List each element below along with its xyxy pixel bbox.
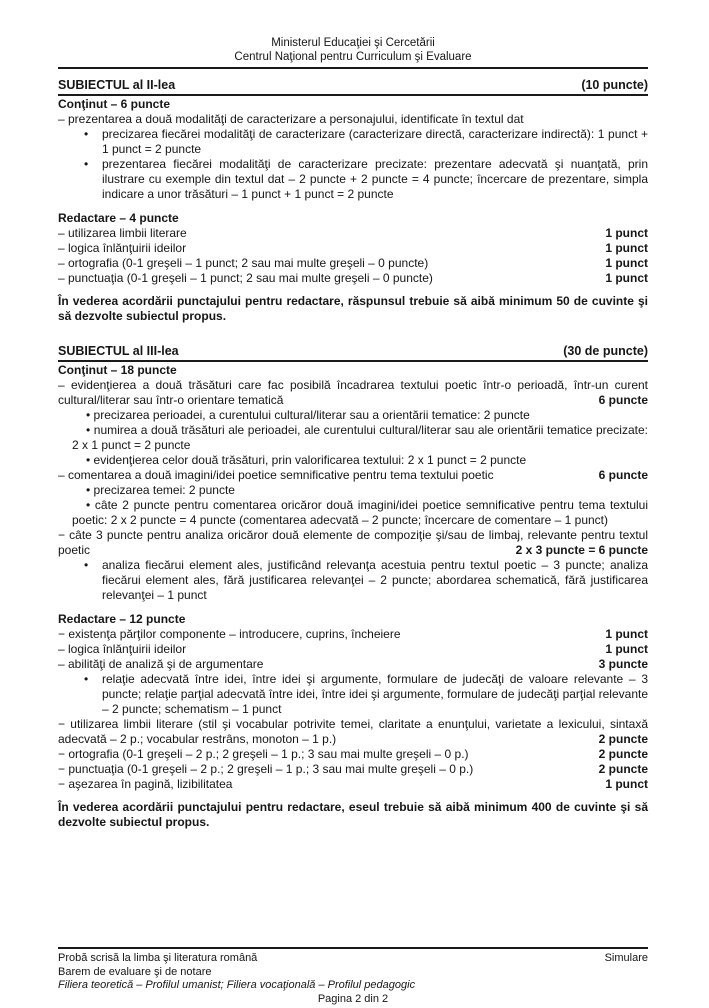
criterion-text: − ortografia (0-1 greşeli – 2 p.; 2 greşeli – 1 p.; 3 sau mai multe greşeli – 0 p.) <box>58 747 469 761</box>
criterion-text: − punctuaţia (0-1 greşeli – 2 p.; 2 greşeli – 1 p.; 3 sau mai multe greşeli – 0 p.) <box>58 762 474 776</box>
criterion-points: 2 puncte <box>591 732 648 747</box>
criterion-points: 3 puncte <box>598 657 648 671</box>
footer-page-number: Pagina 2 din 2 <box>317 992 389 1005</box>
s3-content-heading: Conţinut – 18 puncte <box>58 363 177 377</box>
s3-bullet-perioada: • precizarea perioadei, a curentului cultural/literar sau a orientării tematice: 2 puncte <box>58 408 648 423</box>
spacer <box>58 792 648 800</box>
criterion-text: – ortografia (0-1 greşeli – 1 punct; 2 sau mai multe greşeli – 0 puncte) <box>58 256 429 270</box>
s3-redactare-row-5 <box>58 747 648 762</box>
header-ministry-line: Ministerul Educaţiei şi Cercetării <box>271 37 435 49</box>
s3-bullet-tema: • precizarea temei: 2 puncte <box>58 483 648 498</box>
criterion-text: – abilităţi de analiză şi de argumentare <box>58 657 264 671</box>
criterion-points: 1 punct <box>605 271 648 285</box>
section-title-subiect-3 <box>58 344 648 362</box>
s3-redactare-row-3 <box>58 657 648 672</box>
footer-profile-line: Filiera teoretică – Profilul umanist; Filiera vocaţională – Profilul pedagogic <box>58 979 416 991</box>
footer-exam-name: Probă scrisă la limba şi literatura română <box>58 952 258 964</box>
s3-redactare-heading: Redactare – 12 puncte <box>58 612 186 626</box>
criterion-points: 2 puncte <box>598 762 648 776</box>
criterion-points: 6 puncte <box>598 468 648 482</box>
criterion-points: 1 punct <box>605 777 648 791</box>
s3-bullet-comentare: • câte 2 puncte pentru comentarea oricăror două imagini/idei poetice semnificative pentru tema textului poetic: 2 x 2 puncte = 4 puncte (comentarea adecvată – 2 puncte; încercare de comentare – 1 punct) <box>58 498 648 528</box>
s3-bullet-numire: • numirea a două trăsături ale perioadei, ale curentului cultural/literar sau ale orientării tematice precizate: 2 x 1 punct = 2 puncte <box>58 423 648 453</box>
s2-redactare-heading: Redactare – 4 puncte <box>58 211 179 225</box>
s3-redactare-row-6 <box>58 762 648 777</box>
criterion-points: 1 punct <box>605 256 648 270</box>
s2-redactare-row-4 <box>58 271 648 286</box>
s3-redactare-row-1 <box>58 627 648 642</box>
criterion-points: 2 puncte <box>598 747 648 761</box>
criterion-text: – utilizarea limbii literare <box>58 226 187 240</box>
section-title-subiect-2 <box>58 78 648 96</box>
spacer <box>58 202 648 210</box>
s2-intro-line: – prezentarea a două modalităţi de caracterizare a personajului, identificate în textul dat <box>58 112 524 126</box>
criterion-text: – logica înlănţuirii ideilor <box>58 241 187 255</box>
s3-redactare-row-2 <box>58 642 648 657</box>
s2-bullet-2: • prezentarea fiecărei modalităţi de caracterizare precizate: prezentare adecvată şi nuanţată, prin ilustrare cu exemple din textul dat – 2 puncte + 2 puncte = 4 puncte; încercare de prezentare, simpla indicare a unor trăsături – 1 punct + 1 punct = 2 puncte <box>58 157 648 202</box>
document-header <box>58 36 648 69</box>
criterion-text: – punctuaţia (0-1 greşeli – 1 punct; 2 sau mai multe greşeli – 0 puncte) <box>58 271 433 285</box>
s3-redactare-row-7 <box>58 777 648 792</box>
section-3-points: (30 de puncte) <box>563 344 648 358</box>
s2-content-heading: Conţinut – 6 puncte <box>58 97 170 111</box>
criterion-text: − existenţa părţilor componente – introducere, cuprins, încheiere <box>58 627 401 641</box>
s3-redactare-row-4 <box>58 717 648 747</box>
footer-row-1 <box>58 952 648 966</box>
criterion-text: – logica înlănţuirii ideilor <box>58 642 187 656</box>
spacer <box>58 603 648 611</box>
criterion-text: − utilizarea limbii literare (stil şi vocabular potrivite temei, claritate a enunţului, varietate a lexicului, sintaxă adecvată – 2 p.; vocabular restrâns, monoton – 1 p.) <box>58 717 648 746</box>
s3-bullet-analiza: • analiza fiecărui element ales, justificând relevanţa acestuia pentru textul poetic – 3 puncte; analiza fiecărui element ales, fără justificarea relevanţei – 2 puncte; abordarea schematică, fără justificarea relevanţei – 1 punct <box>58 558 648 603</box>
s3-minimum-words-note: În vederea acordării punctajului pentru redactare, eseul trebuie să aibă minimum 400 de cuvinte şi să dezvolte subiectul propus. <box>58 800 648 829</box>
criterion-text: − aşezarea în pagină, lizibilitatea <box>58 777 233 791</box>
s2-redactare-row-2 <box>58 241 648 256</box>
s3-criterion-analiza <box>58 528 648 558</box>
criterion-points: 1 punct <box>605 627 648 641</box>
criterion-text: − câte 3 puncte pentru analiza oricăror două elemente de compoziţie şi/sau de limbaj, relevante pentru textul poetic <box>58 528 648 557</box>
footer-session-label: Simulare <box>604 952 648 964</box>
s2-redactare-row-3 <box>58 256 648 271</box>
s3-criterion-evidentiere <box>58 378 648 408</box>
s2-minimum-words-note: În vederea acordării punctajului pentru redactare, răspunsul trebuie să aibă minimum 50 de cuvinte şi să dezvolte subiectul propus. <box>58 294 648 323</box>
spacer <box>58 324 648 335</box>
section-2-title-text: SUBIECTUL al II-lea <box>58 78 176 92</box>
criterion-points: 1 punct <box>605 241 648 255</box>
page-footer <box>58 947 648 1006</box>
criterion-points: 2 x 3 puncte = 6 puncte <box>508 543 648 558</box>
footer-document-type: Barem de evaluare şi de notare <box>58 965 212 978</box>
section-3-title-text: SUBIECTUL al III-lea <box>58 344 179 358</box>
s2-redactare-row-1 <box>58 226 648 241</box>
spacer <box>58 286 648 294</box>
criterion-text: – comentarea a două imagini/idei poetice semnificative pentru tema textului poetic <box>58 468 494 482</box>
criterion-points: 6 puncte <box>591 393 648 408</box>
criterion-points: 1 punct <box>605 226 648 240</box>
criterion-points: 1 punct <box>605 642 648 656</box>
s2-bullet-1: • precizarea fiecărei modalităţi de caracterizare (caracterizare directă, caracterizare indirectă): 1 punct + 1 punct = 2 puncte <box>58 127 648 157</box>
header-center-line: Centrul Naţional pentru Curriculum şi Evaluare <box>234 51 472 63</box>
section-2-points: (10 puncte) <box>581 78 648 92</box>
s3-bullet-evidentiere: • evidenţierea celor două trăsături, prin valorificarea textului: 2 x 1 punct = 2 puncte <box>58 453 648 468</box>
s3-criterion-comentare <box>58 468 648 483</box>
s3-redactare-bullet-relatie: • relaţie adecvată între idei, între idei şi argumente, formulare de judecăţi de valoare relevante – 3 puncte; relaţie parţial adecvată între idei, între idei şi argumente, formulare de judecăţi parţial relevante – 2 puncte; schematism – 1 punct <box>58 672 648 717</box>
criterion-text: – evidenţierea a două trăsături care fac posibilă încadrarea textului poetic într-o perioadă, într-un curent cultural/literar sau într-o orientare tematică <box>58 378 648 407</box>
